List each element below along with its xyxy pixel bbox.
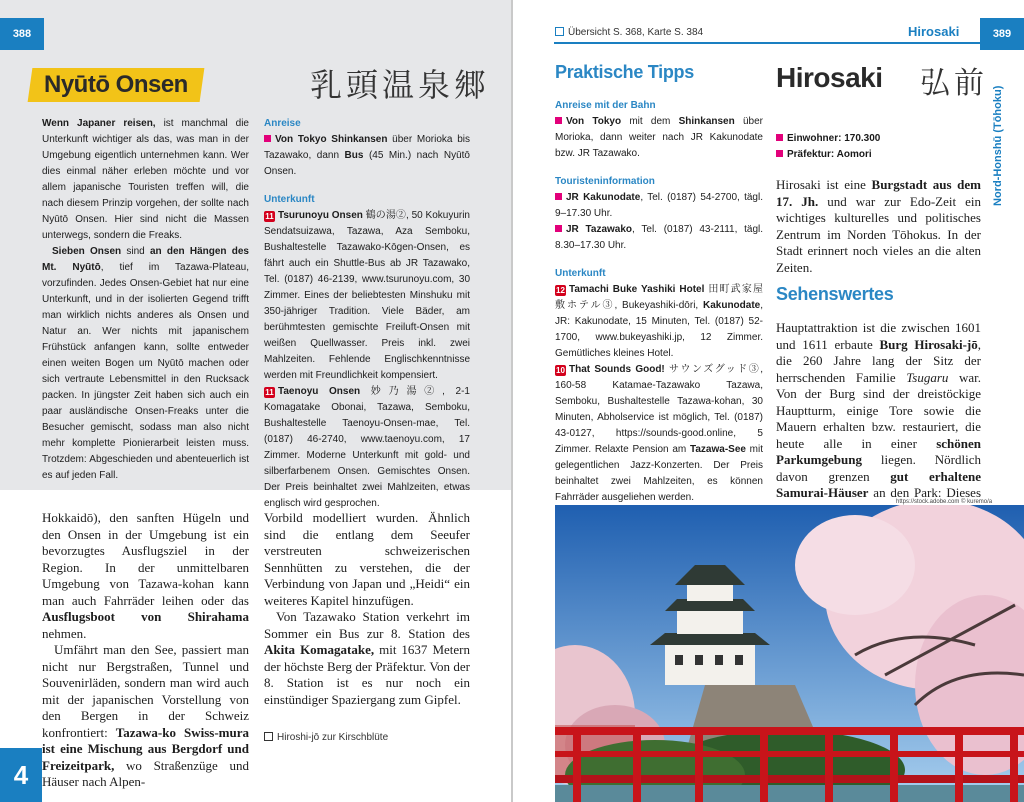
- tipps-column: Anreise mit der Bahn Von Tokyo mit dem Shinkansen über Morioka, dann weiter nach JR Kakunodate bzw. JR Tazawako. Touristeninformation JR Kakunodate, Tel. (0187) 54-2700, tägl. 9–17.30 Uhr. JR Tazawako, Tel. (0187) 43-2111, tägl. 8.30–17.30 Uhr. Unterkunft 12 Tamachi Buke Yashiki Hotel 田町武家屋敷ホテル③, Bukeyashiki-dōri, Kakunodate, JR: Kakunodate, 15 Minuten, Tel. (0187) 52-1700, www.bukeyashiki.jp, 12 Zimmer. Gemütliches kleines Hotel. 10 That Sounds Good! サウンズグッド③, 160-58 Katamae-Tazawako Tazawa, Semboku, Bushaltestelle Tazawa-kohan, 30 Minuten, Abholservice ist möglich, Tel. (0187) 43-0127, https://sounds-good.online, 5 Zimmer. Relaxte Pension am Tazawa-See mit gelegentlichen Jazz-Konzerten. Der Preis beinhaltet zwei Mahlzeiten, es können Fahrräder ausgeliehen werden.: [555, 100, 764, 503]
- overview-reference: Übersicht S. 368, Karte S. 384: [555, 27, 703, 38]
- unterkunft-heading-right: Unterkunft: [555, 268, 606, 279]
- photo-credit: https://stock.adobe.com © kuremo/a: [896, 499, 993, 505]
- section-title-nyuto: Nyūtō Onsen: [28, 68, 205, 102]
- city-intro-text: Hirosaki ist eine Burgstadt aus dem 17. Jh. und war zur Edo-Zeit ein wichtiges kulturelles und politisches Zentrum im Norden Tōhokus. In der Stadt erinnert noch vieles an die alten Zeiten.: [776, 177, 981, 275]
- side-region-label: Nord-Honshū (Tōhoku): [992, 85, 1004, 206]
- anreise-heading: Anreise: [264, 118, 301, 129]
- info-column: Anreise Von Tokyo Shinkansen über Morioka bis Tazawako, dann Bus (45 Min.) nach Nyūtō Onsen. Unterkunft 11 Tsurunoyu Onsen 鶴の湯②, 50 Kokuyurin Sendatsuizawa, Tazawa, Aza Semboku, Bushaltestelle Tazawako-Kōgen-Onsen, es fährt auch ein Shuttle-Bus ab JR Tazawako, Tel. (0187) 46-2139, www.tsurunoyu.com, 30 Zimmer. Eines der beliebtesten Minshuku mit 350-jähriger Tradition. Viele Bäder, am berühmtesten gemischte Freiluft-Onsen mit weißen Quellwasser. Preis inkl. zwei Mahlzeiten. Fehlende Englischkenntnisse werden mit Freundlichkeit kompensiert. 11 Taenoyu Onsen 妙乃湯②, 2-1 Komagatake Obonai, Tazawa, Semboku, Bushaltestelle Taenoyu-Onsen-mae, Tel. (0187) 46-2740, www.taenoyu.com, 17 Zimmer. Moderne Unterkunft mit gold- und silberfarbenem Onsen. Gemischtes Onsen. Der Preis beinhaltet zwei Mahlzeiten, etwas englisch wird gesprochen.: [264, 118, 470, 509]
- bullet-icon: [555, 193, 562, 200]
- city-facts: Einwohner: 170.300 Präfektur: Aomori: [776, 131, 981, 163]
- city-title-kanji: 弘前: [920, 66, 988, 101]
- page-gutter: [511, 0, 513, 802]
- unterkunft-heading: Unterkunft: [264, 194, 315, 205]
- intro-column: Wenn Japaner reisen, ist manchmal die Unterkunft wichtiger als das, was man in der Umgebung eigentlich unternehmen kann. Wer dies einmal näher erleben möchte und vor allem japanische Touristen treffen will, die nach diesem Prinzip vorgehen, der sollte nach Nyūtō Onsen. Hier sind nicht die Massen unterwegs, sondern die Freaks. Sieben Onsen sind an den Hängen des Mt. Nyūtō, tief im Tazawa-Plateau, vorzufinden. Jedes Onsen-Gebiet hat nur eine Unterkunft, und in der isolierten Gegend trifft man wirklich nichts anderes als Onsen und Natur an. Wer nichts mit japanischem Frühstück anfangen kann, sollte entweder einen weiten Bogen um Nyūtō machen oder sich vertraute Lebensmittel in den Rucksack packen. In jüngster Zeit haben sich auch ein paar ausländische Onsen-Freaks unter die Besucher gemischt, sodass man also nicht mehr komplette Pionierarbeit leisten muss. Trotzdem: Abgeschieden und abenteuerlich ist es auf jeden Fall.: [42, 118, 249, 481]
- checkbox-icon: [555, 27, 564, 36]
- bullet-icon: [776, 150, 783, 157]
- bullet-icon: [555, 225, 562, 232]
- city-title: Hirosaki: [776, 62, 883, 93]
- map-number-badge: 11: [265, 388, 274, 397]
- body-text-column-2: Vorbild modelliert wurden. Ähnlich sind die entlang dem Seeufer verstreuten schweizerischen Sennhütten zu verstehen, die der Verbindung von Japan und „Heidi“ ein weiteres Kapitel hinzufügen. Von Tazawako Station verkehrt im Sommer ein Bus zur 8. Station des Akita Komagatake, mit 1637 Metern der höchste Berg der Präfektur. Von der 8. Station ist es nur noch ein einstündiger Spaziergang zum Gipfel.: [264, 510, 470, 707]
- castle-photo: [555, 505, 1024, 802]
- bahn-heading: Anreise mit der Bahn: [555, 100, 656, 111]
- page-number-left: 388: [0, 18, 44, 50]
- arrow-box-icon: [264, 732, 273, 741]
- body-text-column-1: Hokkaidō), den sanften Hügeln und den Onsen in der Umgebung ist ein bevorzugtes Ausflugsziel in der Region. In der unmittelbaren Umgebung von Tazawa-kohan kann man auch Fahrräder leihen oder das Ausflugsboot von Shirahama nehmen. Umfährt man den See, passiert man nicht nur Bergstraßen, Tunnel und Souvenirläden, sondern man wird auch mit der japanischen Vorstellung von den Bergen in der Schweiz konfrontiert: Tazawa-ko Swiss-mura ist eine Mischung aus Bergdorf und Freizeitpark, wo Straßenzüge und Häuser nach Alpen-: [42, 510, 249, 789]
- photo-caption: Hiroshi-jō zur Kirschblüte: [264, 732, 388, 743]
- tipps-title: Praktische Tipps: [555, 62, 694, 82]
- bullet-icon: [776, 134, 783, 141]
- info-heading: Touristeninformation: [555, 176, 655, 187]
- page-number-right: 389: [980, 18, 1024, 50]
- section-title-kanji: 乳頭温泉郷: [310, 66, 491, 104]
- map-number-badge: 12: [556, 286, 565, 295]
- sehenswertes-text: Hauptattraktion ist die zwischen 1601 und 1611 erbaute Burg Hirosaki-jō, die 260 Jahre lang der Sitz der herrschenden Familie Tsugaru war. Von der Burg sind der dreistöckige Hauptturm, einige Tore sowie die Mauern erhalten bzw. restauriert, die heute alle in einer schönen Parkumgebung liegen. Nördlich davon grenzen gut erhaltene Samurai-Häuser an den Park: Dieses: [776, 320, 981, 500]
- bullet-icon: [264, 135, 271, 142]
- bullet-icon: [555, 117, 562, 124]
- chapter-number: 4: [0, 748, 42, 802]
- sehenswertes-title: Sehenswertes: [776, 284, 894, 304]
- map-number-badge: 10: [556, 366, 565, 375]
- running-head: Hirosaki: [908, 24, 960, 39]
- map-number-badge: 11: [265, 212, 274, 221]
